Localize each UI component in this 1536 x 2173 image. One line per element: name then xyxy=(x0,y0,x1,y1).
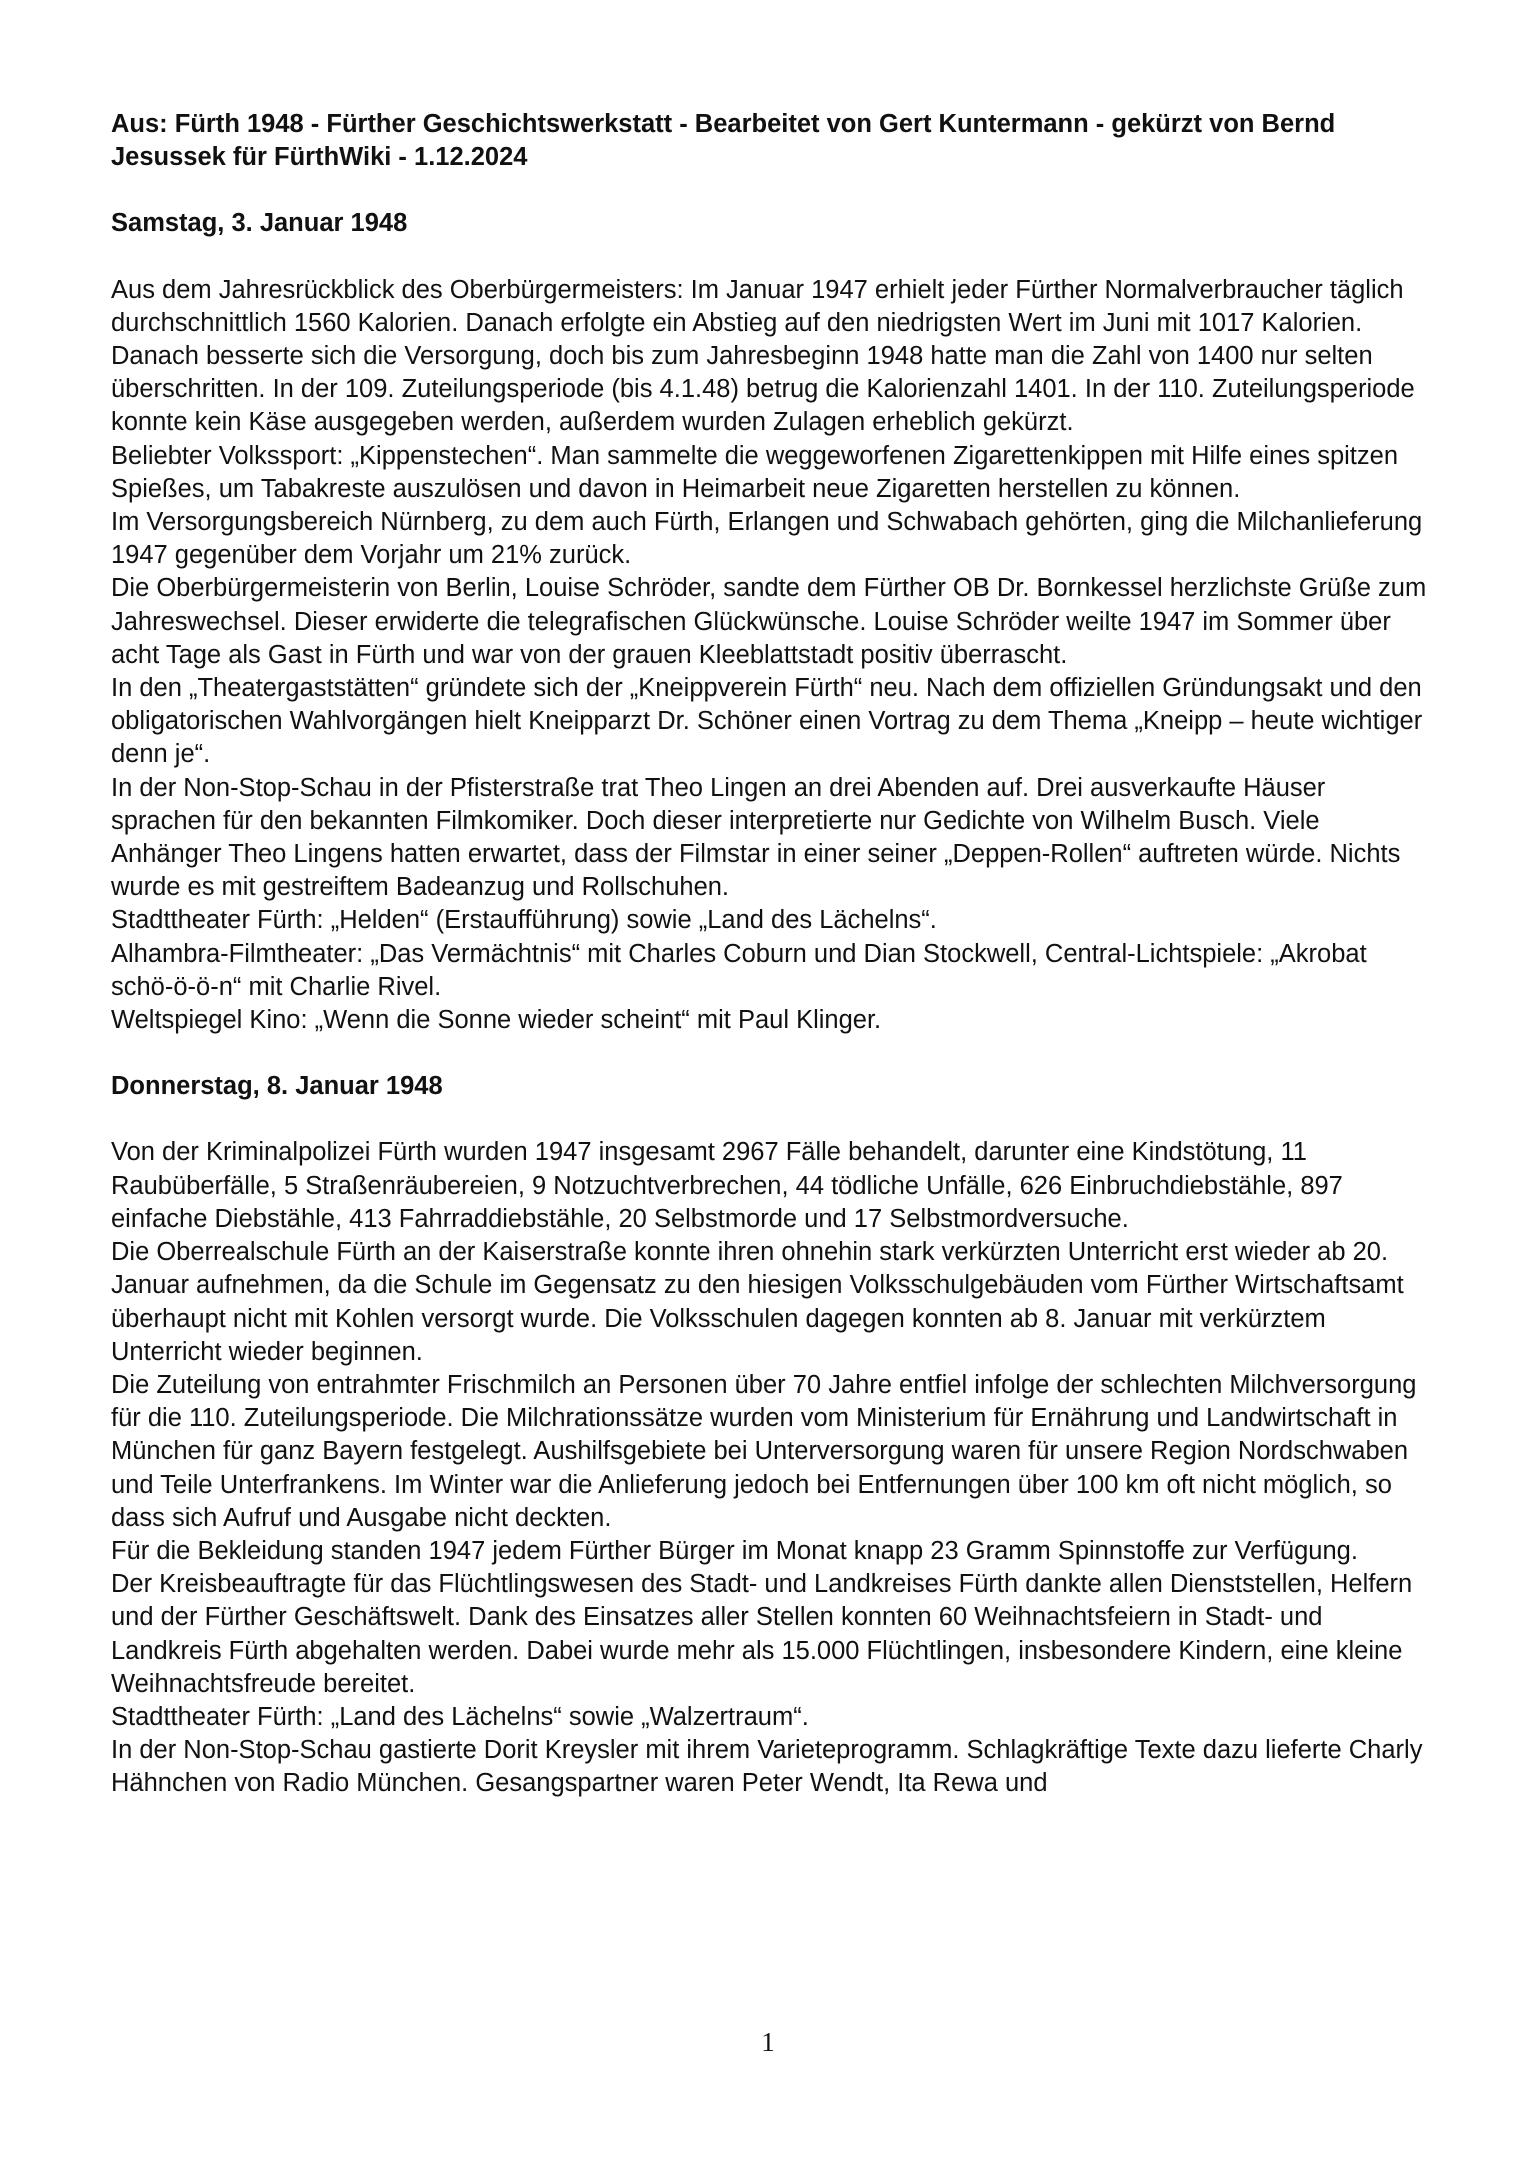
page-content xyxy=(111,108,1431,1801)
paragraph: Die Oberrealschule Fürth an der Kaiserstraße konnte ihren ohnehin stark verkürzten Unterricht erst wieder ab 20. Januar aufnehmen, da die Schule im Gegensatz zu den hiesigen Volksschulgebäuden vom Fürther Wirtschaftsamt überhaupt nicht mit Kohlen versorgt wurde. Die Volksschulen dagegen konnten ab 8. Januar mit verkürztem Unterricht wieder beginnen. xyxy=(111,1238,1404,1366)
entry-date-heading: Donnerstag, 8. Januar 1948 xyxy=(111,1072,443,1101)
paragraph: Aus dem Jahresrückblick des Oberbürgermeisters: Im Januar 1947 erhielt jeder Fürther Normalverbraucher täglich durchschnittlich 1560 Kalorien. Danach erfolgte ein Abstieg auf den niedrigsten Wert im Juni mit 1017 Kalorien. Danach besserte sich die Versorgung, doch bis zum Jahresbeginn 1948 hatte man die Zahl von 1400 nur selten überschritten. In der 109. Zuteilungsperiode (bis 4.1.48) betrug die Kalorienzahl 1401. In der 110. Zuteilungsperiode konnte kein Käse ausgegeben werden, außerdem wurden Zulagen erheblich gekürzt. xyxy=(111,275,1415,437)
document-header: Aus: Fürth 1948 - Fürther Geschichtswerkstatt - Bearbeitet von Gert Kuntermann - gekürzt von Bernd Jesussek für FürthWiki - 1.12.2024 xyxy=(111,110,1336,172)
paragraph: Für die Bekleidung standen 1947 jedem Fürther Bürger im Monat knapp 23 Gramm Spinnstoffe zur Verfügung. xyxy=(111,1536,1358,1565)
paragraph: Weltspiegel Kino: „Wenn die Sonne wieder scheint“ mit Paul Klinger. xyxy=(111,1006,882,1035)
paragraph: Die Oberbürgermeisterin von Berlin, Louise Schröder, sandte dem Fürther OB Dr. Bornkessel herzlichste Grüße zum Jahreswechsel. Dieser erwiderte die telegrafischen Glückwünsche. Louise Schröder weilte 1947 im Sommer über acht Tage als Gast in Fürth und war von der grauen Kleeblattstadt positiv überrascht. xyxy=(111,574,1427,669)
entry-section xyxy=(111,1070,1431,1800)
entry-date-heading: Samstag, 3. Januar 1948 xyxy=(111,209,408,238)
paragraph: Alhambra-Filmtheater: „Das Vermächtnis“ mit Charles Coburn und Dian Stockwell, Central-Lichtspiele: „Akrobat schö-ö-ö-n“ mit Charlie Rivel. xyxy=(111,939,1367,1001)
paragraph: Die Zuteilung von entrahmter Frischmilch an Personen über 70 Jahre entfiel infolge der schlechten Milchversorgung für die 110. Zuteilungsperiode. Die Milchrationssätze wurden vom Ministerium für Ernährung und Landwirtschaft in München für ganz Bayern festgelegt. Aushilfsgebiete bei Unterversorgung waren für unsere Region Nordschwaben und Teile Unterfrankens. Im Winter war die Anlieferung jedoch bei Entfernungen über 100 km oft nicht möglich, so dass sich Aufruf und Ausgabe nicht deckten. xyxy=(111,1370,1417,1532)
paragraph: Stadttheater Fürth: „Helden“ (Erstaufführung) sowie „Land des Lächelns“. xyxy=(111,906,937,935)
paragraph: In der Non-Stop-Schau gastierte Dorit Kreysler mit ihrem Varieteprogramm. Schlagkräftige Texte dazu lieferte Charly Hähnchen von Radio München. Gesangspartner waren Peter Wendt, Ita Rewa und xyxy=(111,1736,1423,1798)
entry-section xyxy=(111,207,1431,1037)
paragraph: In der Non-Stop-Schau in der Pfisterstraße trat Theo Lingen an drei Abenden auf. Drei ausverkaufte Häuser sprachen für den bekannten Filmkomiker. Doch dieser interpretierte nur Gedichte von Wilhelm Busch. Viele Anhänger Theo Lingens hatten erwartet, dass der Filmstar in einer seiner „Deppen-Rollen“ auftreten würde. Nichts wurde es mit gestreiftem Badeanzug und Rollschuhen. xyxy=(111,773,1401,902)
paragraph: Im Versorgungsbereich Nürnberg, zu dem auch Fürth, Erlangen und Schwabach gehörten, ging die Milchanlieferung 1947 gegenüber dem Vorjahr um 21% zurück. xyxy=(111,508,1423,570)
paragraph: Von der Kriminalpolizei Fürth wurden 1947 insgesamt 2967 Fälle behandelt, darunter eine Kindstötung, 11 Raubüberfälle, 5 Straßenräubereien, 9 Notzuchtverbrechen, 44 tödliche Unfälle, 626 Einbruchdiebstähle, 897 einfache Diebstähle, 413 Fahrraddiebstähle, 20 Selbstmorde und 17 Selbstmordversuche. xyxy=(111,1138,1343,1233)
paragraph: Stadttheater Fürth: „Land des Lächelns“ sowie „Walzertraum“. xyxy=(111,1702,809,1731)
paragraph: Beliebter Volkssport: „Kippenstechen“. Man sammelte die weggeworfenen Zigarettenkippen mit Hilfe eines spitzen Spießes, um Tabakreste auszulösen und davon in Heimarbeit neue Zigaretten herstellen zu können. xyxy=(111,441,1399,503)
paragraph: Der Kreisbeauftragte für das Flüchtlingswesen des Stadt- und Landkreises Fürth dankte allen Dienststellen, Helfern und der Fürther Geschäftswelt. Dank des Einsatzes aller Stellen konnten 60 Weihnachtsfeiern in Stadt- und Landkreis Fürth abgehalten werden. Dabei wurde mehr als 15.000 Flüchtlingen, insbesondere Kindern, eine kleine Weihnachtsfreude bereitet. xyxy=(111,1570,1413,1698)
page-number: 1 xyxy=(761,2027,775,2057)
paragraph: In den „Theatergaststätten“ gründete sich der „Kneippverein Fürth“ neu. Nach dem offiziellen Gründungsakt und den obligatorischen Wahlvorgängen hielt Kneipparzt Dr. Schöner einen Vortrag zu dem Thema „Kneipp – heute wichtiger denn je“. xyxy=(111,674,1423,769)
